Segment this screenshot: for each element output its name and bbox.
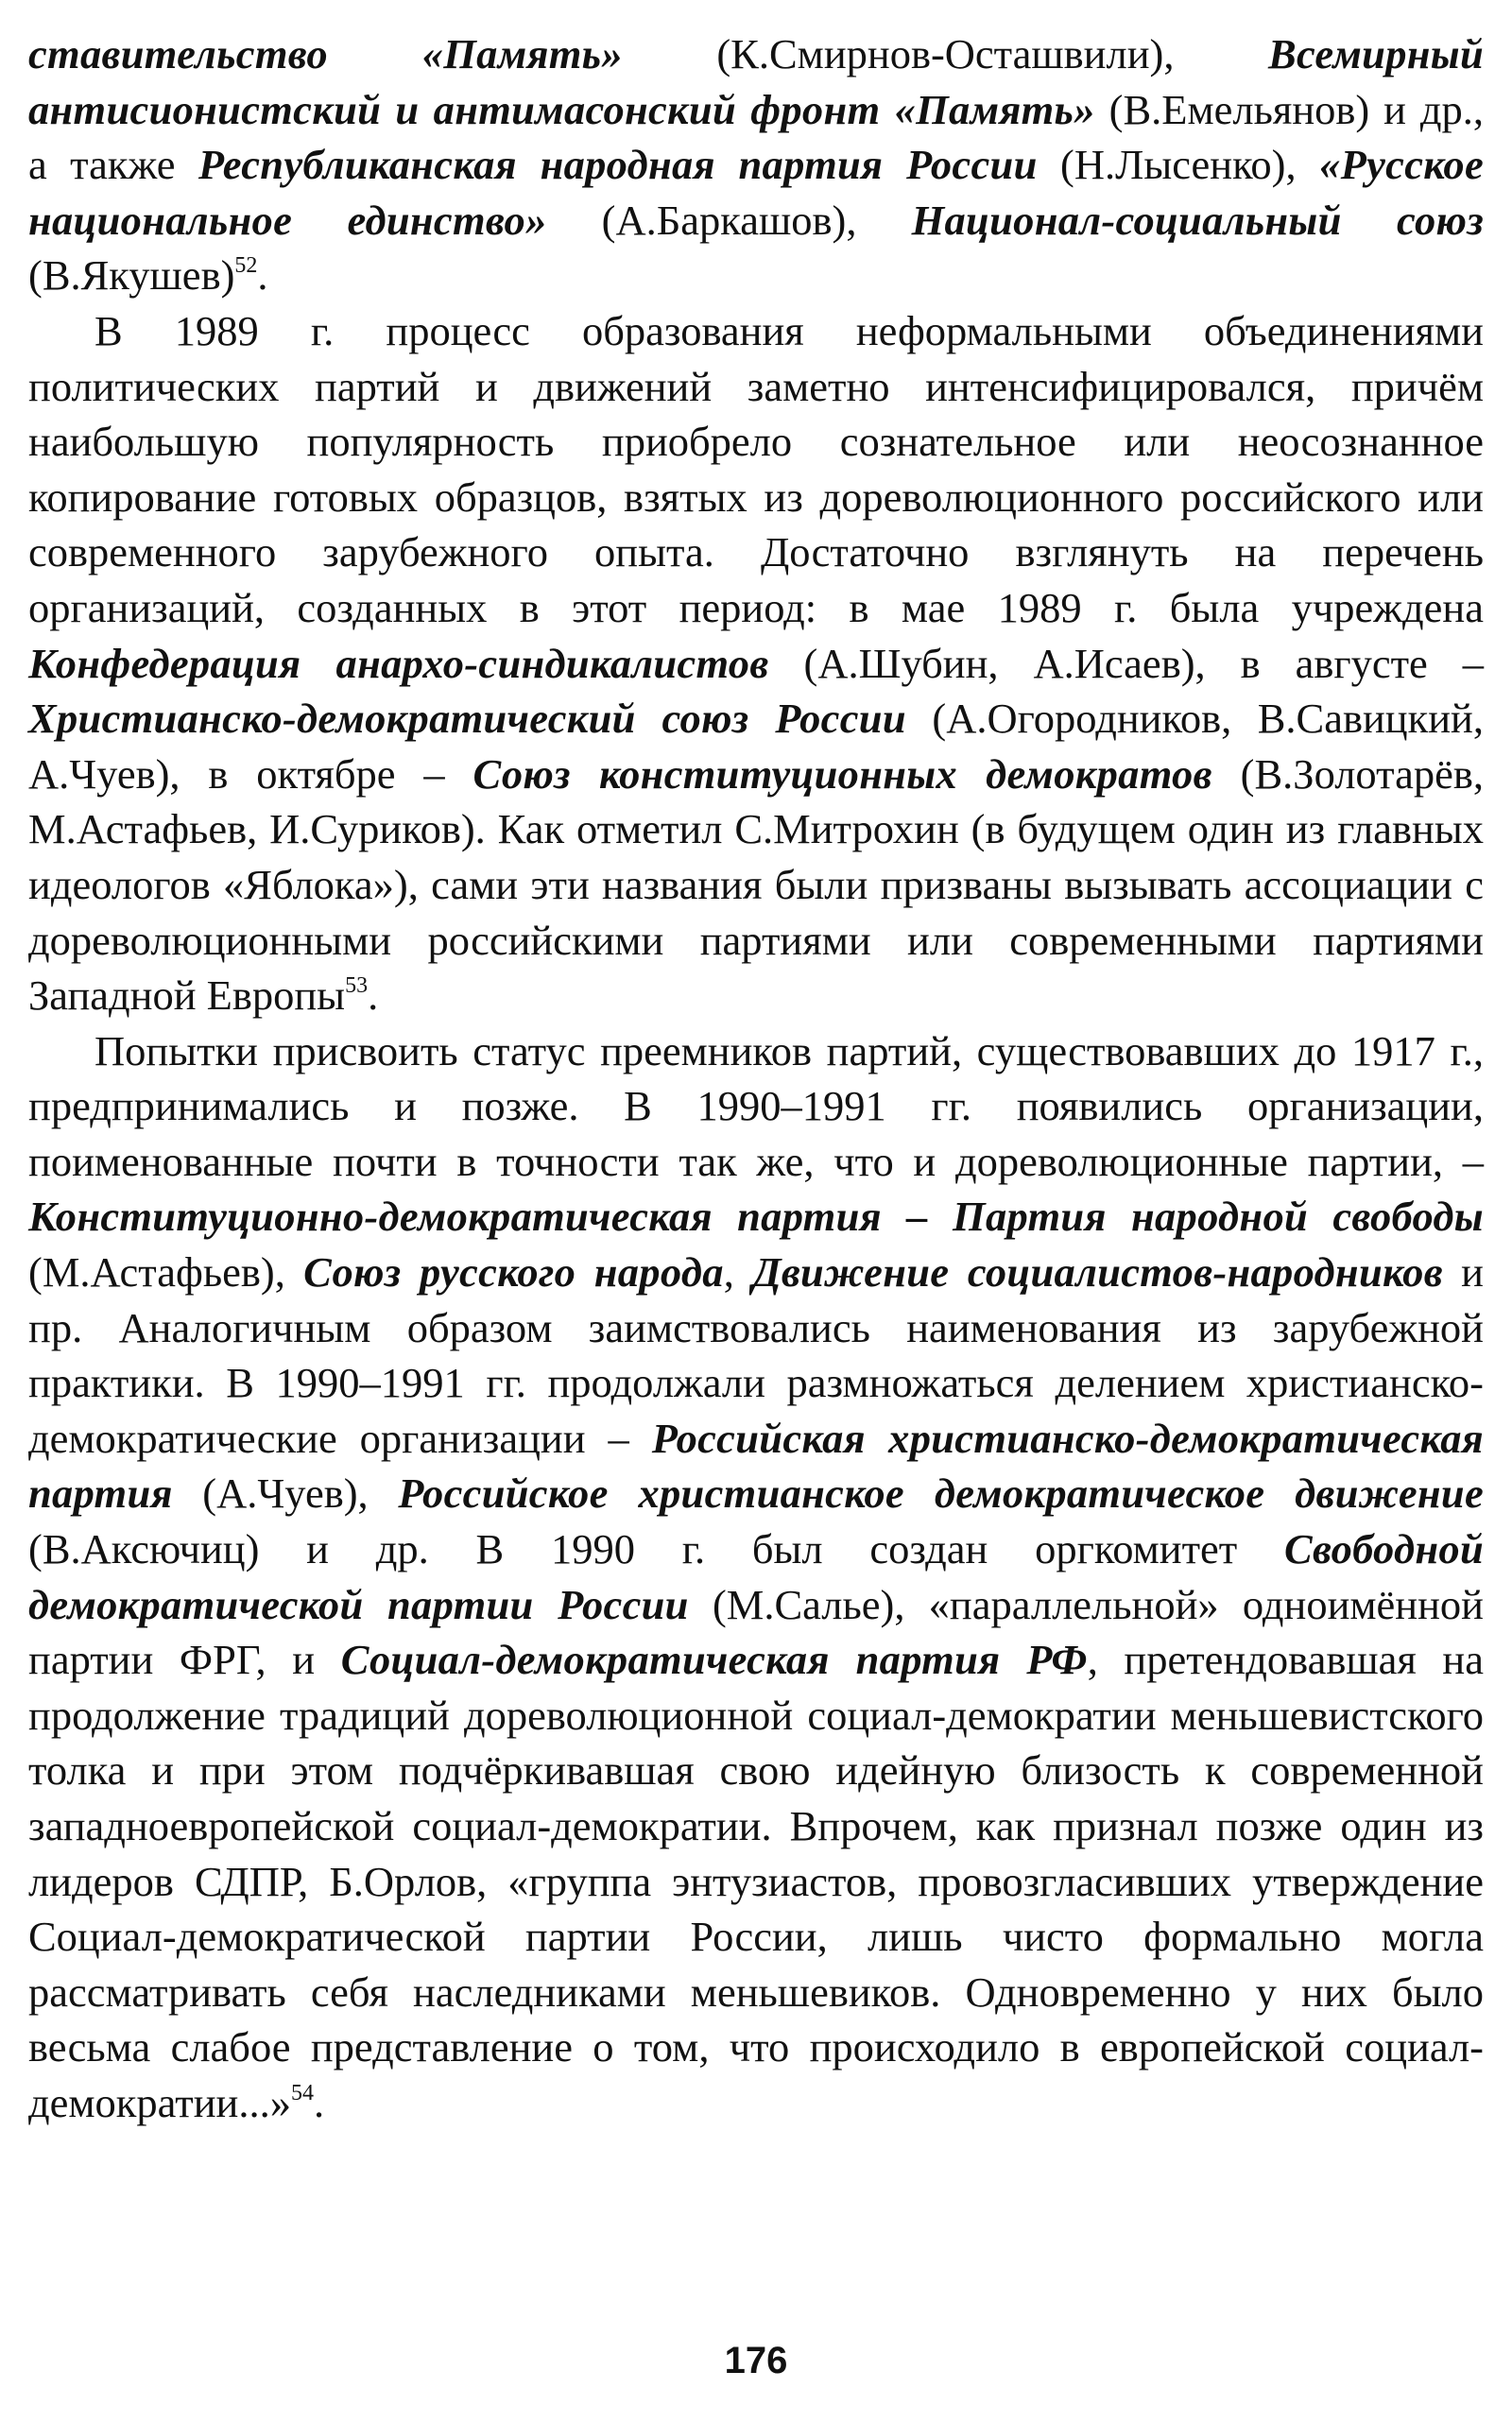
text-run: (К.Смирнов-Осташвили), — [622, 30, 1268, 77]
text-run: (В.Аксючиц) и др. В 1990 г. был создан оргкомитет — [28, 1525, 1284, 1573]
party-name: Движение социалистов-народников — [752, 1248, 1443, 1297]
text-run: . — [257, 251, 268, 300]
party-name: Социал-демократическая партия РФ — [340, 1636, 1088, 1684]
party-name: Национал-социальный союз — [911, 196, 1484, 244]
text-run: . — [313, 2078, 325, 2126]
text-run: Попытки присвоить статус преемников партий, существовавших до 1917 г., предпринимались и позже. В 1990–1991 гг. появились организации, поименованные почти в точности так же, что и дореволюционные партии, – — [28, 1026, 1484, 1185]
party-name: Республиканская народная партия России — [198, 141, 1038, 189]
party-name: Российское христианское демократическое движение — [398, 1469, 1484, 1518]
party-name: Всемирный антисионистский и антимасонский фронт «Память» — [28, 30, 1484, 133]
text-run: (М.Салье), «параллельной» одноимённой партии ФРГ, и — [28, 1580, 1484, 1684]
paragraph — [28, 1023, 1484, 2131]
party-name: «Русское национальное единство» — [28, 141, 1485, 244]
footnote-ref: 54 — [290, 2080, 314, 2105]
text-run: , — [723, 1248, 753, 1297]
text-run: (А.Шубин, А.Исаев), в августе – — [768, 639, 1484, 687]
text-run: (М.Астафьев), — [28, 1248, 304, 1297]
text-run: (В.Емельянов) и др., а также — [28, 85, 1484, 189]
party-name: Конфедерация анархо-синдикалистов — [28, 639, 769, 687]
text-run: , претендовавшая на продолжение традиций дореволюционной социал-демократии меньшевистского толка и при этом подчёркивавшая свою идейную близость к современной западноевропейской социал-демократии. Впрочем, как признал позже один из лидеров СДПР, Б.Орлов, «группа энтузиастов, провозгласивших утверждение Социал-демократической партии России, лишь чисто формально могла рассматривать себя наследниками меньшевиков. Одновременно у них было весьма слабое представление о том, что происходило в европейской социал-демократии...» — [28, 1636, 1484, 2126]
paragraph — [28, 26, 1484, 303]
page-body — [28, 26, 1484, 2131]
text-run: (А.Баркашов), — [546, 196, 912, 244]
footnote-ref: 52 — [234, 253, 258, 279]
text-run: и пр. Аналогичным образом заимствовались наименования из зарубежной практики. В 1990–1991 гг. продолжали размножаться делением христианско-демократические организации – — [28, 1248, 1484, 1462]
footnote-ref: 53 — [345, 973, 369, 999]
text-run: (В.Золотарёв, М.Астафьев, И.Суриков). Как отметил С.Митрохин (в будущем один из главных идеологов «Яблока»), сами эти названия были призваны вызывать ассоциации с дореволюционными российскими партиями или современными партиями Западной Европы — [28, 749, 1484, 1020]
text-run: В 1989 г. процесс образования неформальными объединениями политических партий и движений заметно интенсифицировался, причём наибольшую популярность приобрело сознательное или неосознанное копирование готовых образцов, взятых из дореволюционного российского или современного зарубежного опыта. Достаточно взглянуть на перечень организаций, созданных в этот период: в мае 1989 г. была учреждена — [28, 306, 1484, 631]
text-run: (А.Огородников, В.Савицкий, А.Чуев), в октябре – — [28, 695, 1484, 798]
party-name: Союз русского народа — [303, 1248, 724, 1297]
text-run: (А.Чуев), — [172, 1469, 399, 1518]
text-run: (Н.Лысенко), — [1037, 141, 1320, 189]
text-run: (В.Якушев) — [28, 251, 235, 300]
party-name: Христианско-демократический союз России — [28, 695, 906, 743]
page-number: 176 — [724, 2340, 788, 2381]
party-name: Российская христианско-демократическая партия — [28, 1414, 1485, 1518]
party-name: Конституционно-демократическая партия – Партия народной свободы — [28, 1193, 1484, 1241]
text-run: . — [368, 971, 379, 1020]
party-name: Свободной демократической партии России — [28, 1525, 1484, 1628]
party-name: Союз конституционных демократов — [472, 749, 1212, 798]
party-name: ставительство «Память» — [28, 30, 623, 77]
paragraph — [28, 303, 1484, 1023]
